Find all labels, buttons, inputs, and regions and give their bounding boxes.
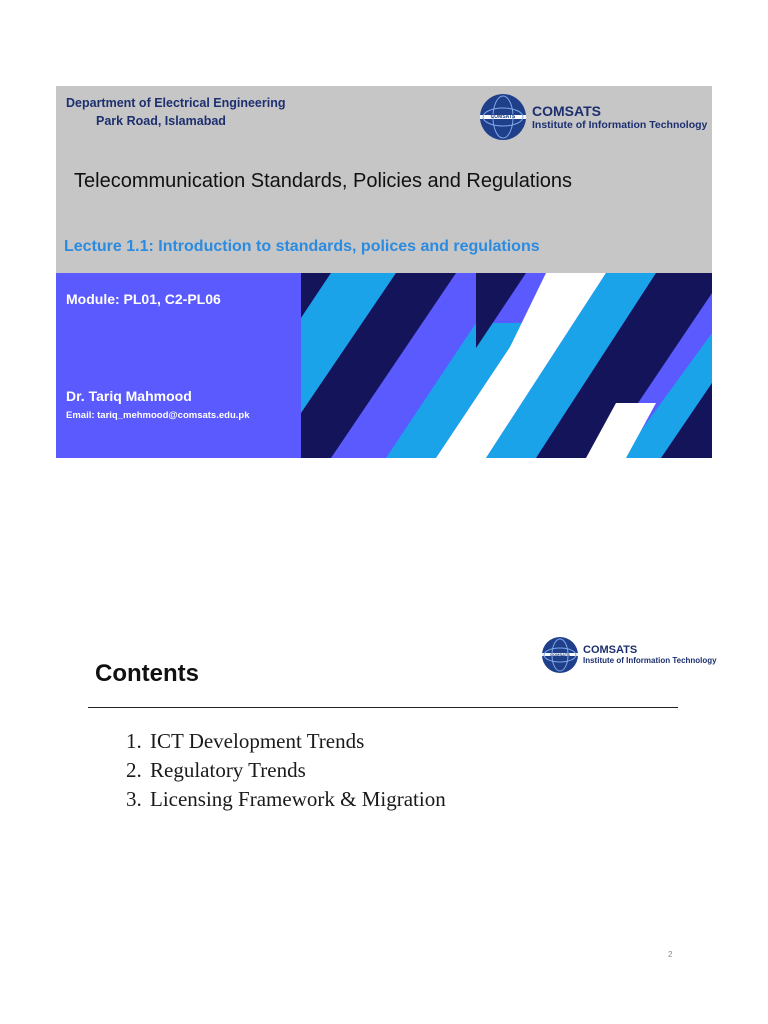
logo-mark-text: COMSATS [490,114,516,120]
comsats-logo [480,94,707,140]
list-item-text: Licensing Framework & Migration [150,787,446,811]
contents-list [126,728,446,815]
list-item-text: ICT Development Trends [150,729,365,753]
logo-brand: COMSATS [532,102,601,119]
list-item [126,728,446,757]
logo-subtitle: Institute of Information Technology [583,656,717,665]
list-item-number: 2. [126,758,142,782]
title-divider [88,707,678,708]
contents-title: Contents [95,660,199,687]
author-name: Dr. Tariq Mahmood [66,388,192,404]
logo-subtitle: Institute of Information Technology [532,118,708,131]
logo-mark-text: COMSATS [550,652,570,657]
department-block [66,94,286,130]
title-slide [56,86,712,458]
list-item-text: Regulatory Trends [150,758,306,782]
department-name: Department of Electrical Engineering [66,96,286,110]
globe-icon [542,637,578,673]
slide-header [56,86,712,273]
list-item-number: 1. [126,729,142,753]
department-address: Park Road, Islamabad [96,114,226,128]
page-number: 2 [668,950,673,959]
list-item [126,757,446,786]
globe-icon [480,94,526,140]
comsats-logo-small [542,637,717,673]
list-item-number: 3. [126,787,142,811]
list-item [126,786,446,815]
module-code: Module: PL01, C2-PL06 [66,291,221,307]
slide-decorative-panel [56,273,712,458]
lecture-title: Lecture 1.1: Introduction to standards, polices and regulations [64,238,540,255]
author-email: Email: tariq_mehmood@comsats.edu.pk [66,410,250,421]
logo-brand: COMSATS [583,644,638,656]
course-title: Telecommunication Standards, Policies and Regulations [74,170,573,192]
